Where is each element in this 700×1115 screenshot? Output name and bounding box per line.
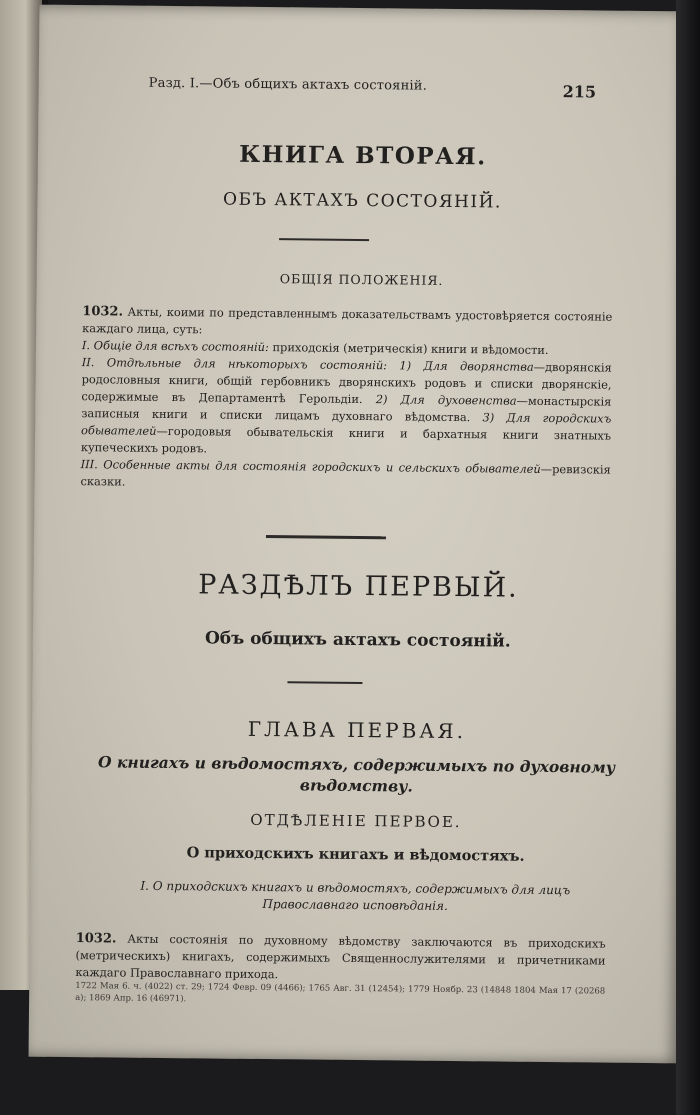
- divider-rule: [279, 238, 369, 241]
- subsection-title: I. О приходскихъ книгахъ и вѣдомостяхъ, содержимыхъ для лицъ Православнаго исповѣданія.: [140, 878, 571, 913]
- article-1032-ecclesiastical: [75, 930, 606, 987]
- item-2-text-2: —монастырскія записныя книги и списки лицамъ духовнаго вѣдомства.: [81, 393, 612, 425]
- book-subtitle: ОБЪ АКТАХЪ СОСТОЯНІЙ.: [222, 189, 502, 213]
- page-number: 215: [562, 82, 597, 102]
- item-1-label: I. Общіе для всѣхъ состояній:: [81, 338, 269, 355]
- item-3-text: —ревизскія сказки.: [80, 461, 611, 489]
- running-head: Разд. I.—Объ общихъ актахъ состояній.: [148, 75, 428, 94]
- article-number: 1032.: [82, 304, 124, 320]
- item-2-text-1: —дворянскія родословныя книги, общій гербовникъ дворянскихъ родовъ и списки дворянскіе, содержимые въ Департаментѣ Герольдіи.: [81, 359, 612, 407]
- item-1-text: приходскія (метрическія) книги и вѣдомости.: [268, 340, 549, 357]
- book-page: [29, 5, 690, 1064]
- section-subtitle: Объ общихъ актахъ состояній.: [204, 628, 511, 652]
- item-2-label: II. Отдѣльные для нѣкоторыхъ состояній: 1) Для дворянства: [81, 355, 534, 374]
- item-2-label-2: 2) Для духовенства: [362, 392, 517, 408]
- item-3-label: III. Особенные акты для состоянія городскихъ и сельскихъ обывателей: [80, 457, 541, 476]
- division-subtitle: О приходскихъ книгахъ и вѣдомостяхъ.: [186, 844, 525, 865]
- article-1032-general: [80, 303, 612, 496]
- article-text: Акты состоянія по духовному вѣдомству заключаются въ приходскихъ (метрическихъ) книгахъ, содержимыхъ Священнослужителями и причетниками каждаго Православнаго прихода.: [75, 931, 606, 982]
- division-title: ОТДѢЛЕНІЕ ПЕРВОЕ.: [250, 810, 462, 832]
- section-title: РАЗДѢЛЪ ПЕРВЫЙ.: [198, 569, 519, 604]
- book-title: КНИГА ВТОРАЯ.: [239, 140, 487, 171]
- article-number: 1032.: [75, 931, 117, 947]
- general-provisions-heading: ОБЩІЯ ПОЛОЖЕНІЯ.: [279, 271, 444, 288]
- divider-rule: [287, 681, 362, 684]
- item-2-label-3: 3) Для городскихъ обывателей: [80, 410, 612, 438]
- page-content: [29, 5, 690, 1064]
- chapter-title: ГЛАВА ПЕРВАЯ.: [247, 716, 467, 744]
- page-right-edge: [676, 0, 700, 1115]
- chapter-subtitle: О книгахъ и вѣдомостяхъ, содержимыхъ по духовному вѣдомству.: [97, 752, 616, 796]
- legal-citation: 1722 Мая 6. ч. (4022) ст. 29; 1724 Февр. 09 (4466); 1765 Авг. 31 (12454); 1779 Ноябр. 23 (14848 1804 Мая 17 (20268 а); 1869 Апр. 16 (46971).: [75, 981, 606, 1005]
- divider-rule-heavy: [266, 535, 386, 539]
- item-2-text-3: —городовыя обывательскія книги и бархатныя книги знатныхъ купеческихъ родовъ.: [80, 423, 612, 456]
- article-intro: Акты, коими по представленнымъ доказательствамъ удостовѣряется состояніе каждаго лица, суть:: [82, 304, 613, 337]
